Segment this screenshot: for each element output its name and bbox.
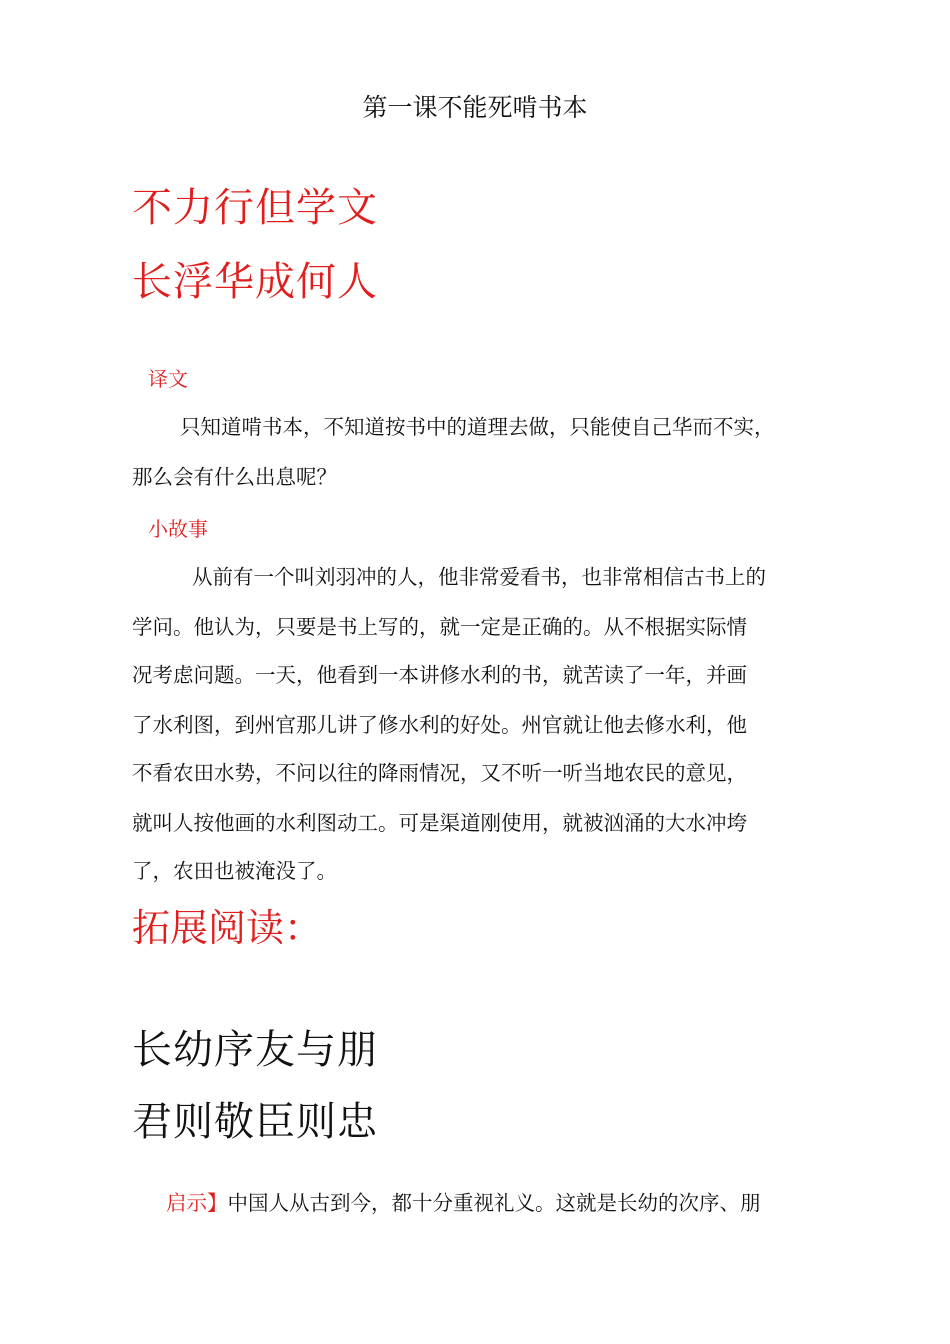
verse-line-2: 长浮华成何人 — [132, 259, 378, 305]
insight-text: 中国人从古到今，都十分重视礼义。这就是长幼的次序、朋 — [227, 1191, 761, 1215]
translation-line-2: 那么会有什么出息呢？ — [132, 465, 337, 489]
story-label: 小故事 — [148, 517, 208, 541]
story-line-2: 学问。他认为，只要是书上写的，就一定是正确的。从不根据实际情 — [132, 615, 747, 639]
insight-label: 启示】 — [166, 1191, 228, 1215]
story-line-6: 就叫人按他画的水利图动工。可是渠道刚使用，就被汹涌的大水冲垮 — [132, 811, 747, 835]
story-line-7: 了，农田也被淹没了。 — [132, 859, 337, 883]
story-line-1: 从前有一个叫刘羽冲的人，他非常爱看书，也非常相信古书上的 — [192, 565, 766, 589]
verse2-line-1: 长幼序友与朋 — [132, 1027, 378, 1073]
verse-line-1: 不力行但学文 — [132, 185, 378, 231]
page-title: 第一课不能死啃书本 — [362, 93, 588, 122]
insight-line — [166, 1188, 761, 1218]
translation-line-1: 只知道啃书本，不知道按书中的道理去做，只能使自己华而不实， — [180, 415, 775, 439]
story-line-3: 况考虑问题。一天，他看到一本讲修水利的书，就苦读了一年，并画 — [132, 663, 747, 687]
story-line-4: 了水利图，到州官那儿讲了修水利的好处。州官就让他去修水利，他 — [132, 713, 747, 737]
translation-label: 译文 — [148, 367, 188, 391]
story-line-5: 不看农田水势，不问以往的降雨情况，又不听一听当地农民的意见， — [132, 761, 747, 785]
extended-reading-heading: 拓展阅读： — [132, 906, 323, 950]
verse2-line-2: 君则敬臣则忠 — [132, 1099, 378, 1145]
